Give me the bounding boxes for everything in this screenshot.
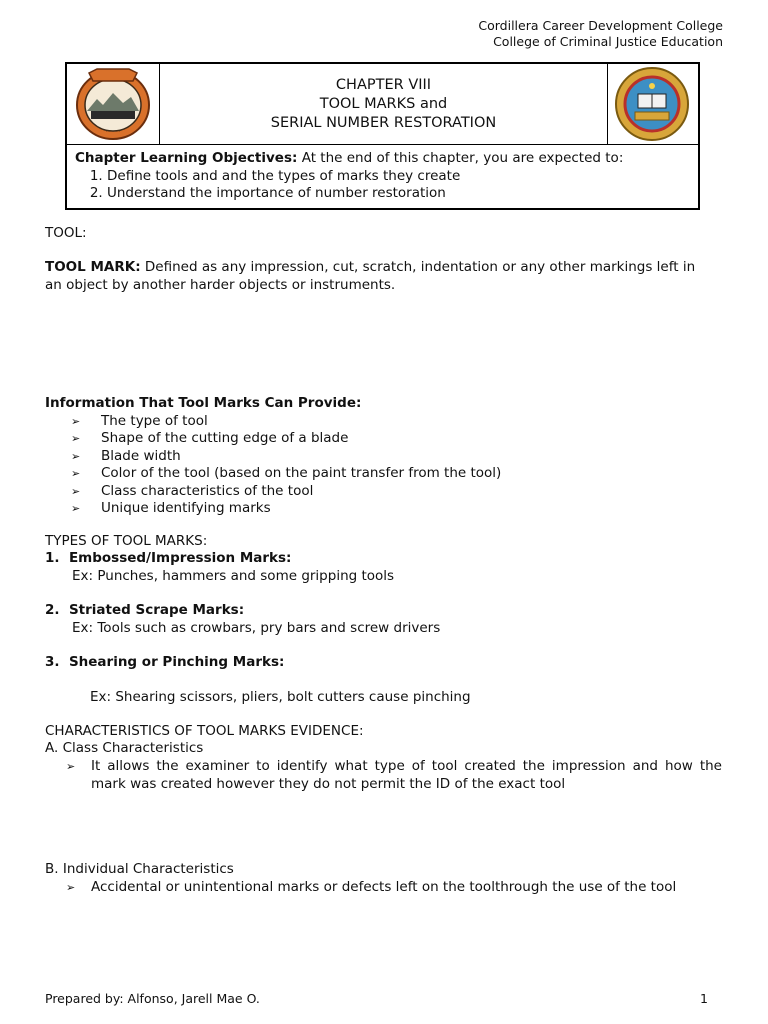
characteristics-heading: CHARACTERISTICS OF TOOL MARKS EVIDENCE: [45, 723, 364, 739]
individual-characteristics-heading: B. Individual Characteristics [45, 861, 234, 877]
prepared-by: Prepared by: Alfonso, Jarell Mae O. [45, 991, 260, 1006]
tool-mark-label: TOOL MARK: [45, 259, 141, 275]
objectives-label: Chapter Learning Objectives: [75, 150, 298, 166]
type-1-number: 1. [45, 550, 60, 566]
department-seal-icon [613, 66, 691, 142]
info-list-item: ➢ Color of the tool (based on the paint transfer from the tool) [71, 465, 725, 483]
info-list-item: ➢ Shape of the cutting edge of a blade [71, 430, 725, 448]
type-3-example: Ex: Shearing scissors, pliers, bolt cutters cause pinching [90, 689, 471, 705]
type-3-name: Shearing or Pinching Marks: [68, 654, 285, 670]
info-section [45, 395, 725, 518]
objective-item: 2. Understand the importance of number restoration [107, 185, 623, 203]
right-logo-cell [607, 64, 698, 144]
type-3 [45, 654, 284, 672]
type-2-example: Ex: Tools such as crowbars, pry bars and screw drivers [72, 619, 441, 636]
info-list-item: ➢ Blade width [71, 448, 725, 466]
type-3-number: 3. [45, 654, 60, 670]
chapter-title-line-2: SERIAL NUMBER RESTORATION [270, 115, 497, 131]
chapter-title-line-1: TOOL MARKS and [319, 96, 448, 112]
info-heading: Information That Tool Marks Can Provide: [45, 395, 362, 411]
objectives-intro: At the end of this chapter, you are expected to: [297, 150, 624, 166]
type-2-name: Striated Scrape Marks: [68, 602, 245, 618]
types-heading: TYPES OF TOOL MARKS: [45, 533, 208, 549]
tool-mark-def-line-2: an object by another harder objects or instruments. [45, 276, 396, 293]
chapter-number: CHAPTER VIII [335, 77, 432, 93]
college-name: Cordillera Career Development College [478, 18, 723, 33]
page-number: 1 [700, 991, 708, 1006]
chapter-title [159, 64, 608, 144]
left-logo-cell [67, 64, 160, 144]
class-characteristics-item [66, 758, 722, 793]
class-item-line-2: mark was created however they do not permit the ID of the exact tool [91, 775, 566, 792]
chapter-title-box [65, 62, 700, 210]
info-list-item: ➢ Unique identifying marks [71, 500, 725, 518]
learning-objectives [75, 150, 623, 203]
type-2 [45, 602, 440, 637]
college-seal-icon [73, 67, 153, 141]
department-name: College of Criminal Justice Education [493, 34, 723, 49]
class-characteristics-heading: A. Class Characteristics [45, 740, 204, 756]
svg-text:· · · · ·: · · · · · [105, 129, 121, 135]
info-list-item: ➢ The type of tool [71, 413, 725, 431]
info-list-item: ➢ Class characteristics of the tool [71, 483, 725, 501]
type-1 [45, 550, 394, 585]
tool-mark-def-line-1: Defined as any impression, cut, scratch, indentation or any other markings left in [140, 259, 696, 275]
type-1-example: Ex: Punches, hammers and some gripping tools [72, 567, 395, 584]
individual-item-text: ➢ Accidental or unintentional marks or defects left on the toolthrough the use of the tool [66, 879, 722, 897]
objective-item: 1. Define tools and and the types of marks they create [107, 168, 623, 186]
type-1-name: Embossed/Impression Marks: [68, 550, 292, 566]
type-2-number: 2. [45, 602, 60, 618]
class-item-line-1: ➢ It allows the examiner to identify what type of tool created the impression and how the [91, 758, 722, 774]
title-row [67, 64, 698, 145]
tool-mark-definition [45, 259, 725, 294]
tool-heading: TOOL: [45, 225, 87, 241]
individual-characteristics-item [66, 879, 722, 897]
